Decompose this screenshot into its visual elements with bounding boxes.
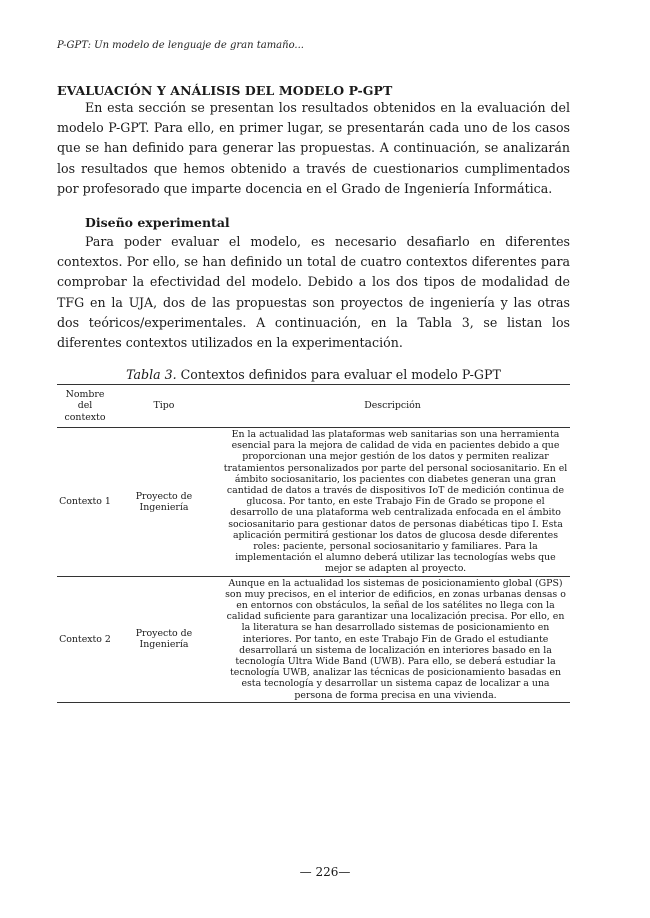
table-caption-text: Contextos definidos para evaluar el modelo P-GPT [176, 367, 501, 382]
row-context-name: Contexto 1 [59, 496, 111, 508]
table-row [57, 428, 570, 577]
section-title: EVALUACIÓN Y ANÁLISIS DEL MODELO P-GPT [57, 83, 393, 98]
contexts-table [57, 384, 570, 703]
row-type: Proyecto de Ingeniería [135, 490, 193, 513]
section-paragraph: En esta sección se presentan los resultados obtenidos en la evaluación del modelo P-GPT. Para ello, en primer lugar, se presentarán cada uno de los casos que se han definido para generar las propuestas. A continuación, se analizarán los resultados que hemos obtenido a través de cuestionarios cumplimentados por profesorado que imparte docencia en el Grado de Ingeniería Informática. [57, 100, 570, 196]
page-number: — 226— [299, 865, 351, 879]
row-context-name: Contexto 2 [59, 633, 111, 645]
row-type: Proyecto de Ingeniería [135, 628, 193, 651]
running-header: P-GPT: Un modelo de lenguaje de gran tamaño... [57, 40, 304, 51]
table-caption [57, 367, 570, 382]
subsection-paragraph: Para poder evaluar el modelo, es necesario desafiarlo en diferentes contextos. Por ello, se han definido un total de cuatro contextos diferentes para comprobar la efectividad del modelo. Debido a los dos tipos de modalidad de TFG en la UJA, dos de las propuestas son proyectos de ingeniería y las otras dos teóricos/experimentales. A continuación, en la Tabla 3, se listan los diferentes contextos utilizados en la experimentación. [57, 234, 570, 351]
subsection-title: Diseño experimental [85, 215, 230, 230]
table-header-row [57, 385, 570, 428]
header-description: Descripción [364, 400, 421, 412]
header-type: Tipo [153, 400, 175, 412]
row-description: Aunque en la actualidad los sistemas de posicionamiento global (GPS) son muy precisos, en el interior de edificios, en zonas urbanas densas o en entornos con obstáculos, la señal de los satélites no llega con la calidad suficiente para garantizar una localización precisa. Por ello, en la literatura se han desarrollado sistemas de posicionamiento en interiores. Por tanto, en este Trabajo Fin de Grado el estudiante desarrollará un sistema de localización en interiores basado en la tecnología Ultra Wide Band (UWB). Para ello, se deberá estudiar la tecnología UWB, analizar las técnicas de posicionamiento basadas en esta tecnología y desarrollar un sistema capaz de localizar a una persona de forma precisa en una vivienda. [225, 577, 566, 701]
row-description: En la actualidad las plataformas web sanitarias son una herramienta esencial para la mejora de calidad de vida en pacientes debido a que proporcionan una mejor gestión de los datos y permiten realizar tratamientos personalizados por parte del personal sociosanitario. En el ámbito sociosanitario, los pacientes con diabetes generan una gran cantidad de datos a través de dispositivos IoT de medición continua de glucosa. Por tanto, en este Trabajo Fin de Grado se propone el desarrollo de una plataforma web centralizada enfocada en el ámbito sociosanitario para gestionar datos de personas diabéticas tipo I. Esta aplicación permitirá gestionar los datos de glucosa desde diferentes roles: paciente, personal sociosanitario y familiares. Para la implementación el alumno deberá utilizar las tecnologías webs que mejor se adapten al proyecto. [223, 429, 568, 575]
table-row [57, 576, 570, 702]
header-context-name: Nombre del contexto [64, 389, 106, 423]
table-caption-label: Tabla 3. [126, 367, 177, 382]
